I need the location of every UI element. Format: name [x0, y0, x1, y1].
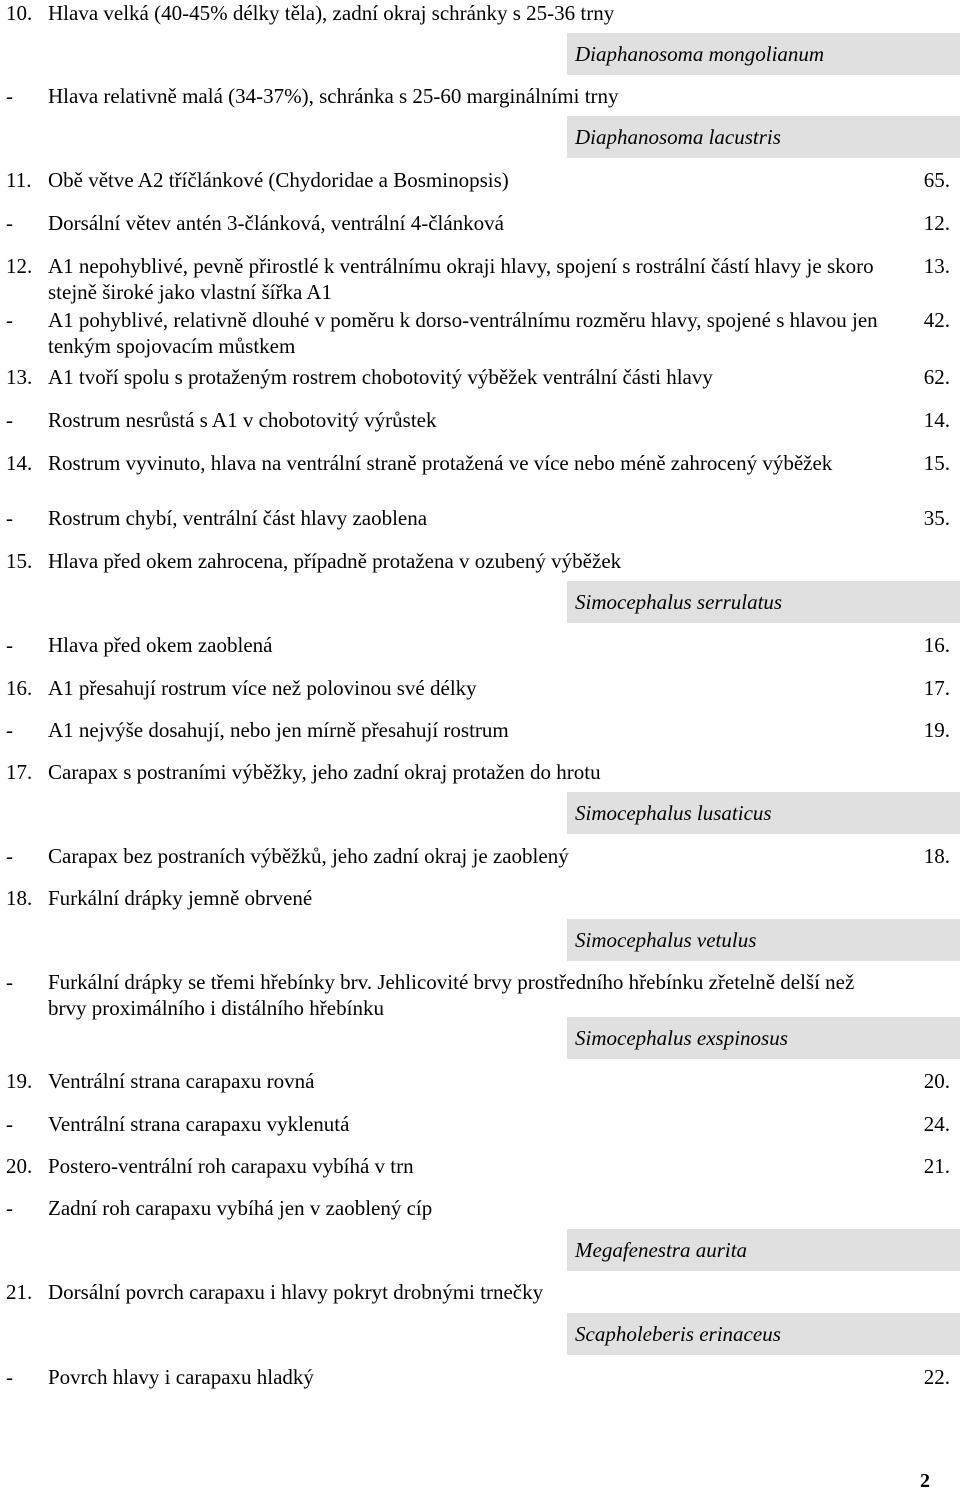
entry-text: A1 tvoří spolu s protaženým rostrem chobotovitý výběžek ventrální části hlavy [48, 365, 713, 389]
entry-lead: 14. [923, 408, 950, 432]
species-box: Megafenestra aurita [567, 1229, 960, 1271]
entry-number: - [6, 1365, 13, 1389]
entry-text: Povrch hlavy i carapaxu hladký [48, 1365, 314, 1389]
entry-number: 19. [6, 1069, 33, 1093]
entry-lead: 19. [923, 718, 950, 742]
species-box: Simocephalus vetulus [567, 919, 960, 961]
entry-lead: 22. [923, 1365, 950, 1389]
entry-lead: 18. [923, 844, 950, 868]
entry-text: Ventrální strana carapaxu rovná [48, 1069, 315, 1093]
entry-text: A1 pohyblivé, relativně dlouhé v poměru k dorso-ventrálnímu rozměru hlavy, spojené s hlavou jen tenkým spojovacím můstkem [48, 308, 878, 358]
entry-number: 21. [6, 1280, 33, 1304]
entry-lead: 24. [923, 1112, 950, 1136]
entry-number: - [6, 408, 13, 432]
entry-text: Furkální drápky jemně obrvené [48, 886, 313, 910]
entry-text: Dorsální větev antén 3-článková, ventrální 4-článková [48, 211, 504, 235]
entry-text: A1 nejvýše dosahují, nebo jen mírně přesahují rostrum [48, 718, 509, 742]
species-box: Simocephalus serrulatus [567, 581, 960, 623]
entry-text: Hlava před okem zaoblená [48, 633, 273, 657]
entry-number: 10. [6, 1, 33, 25]
entry-number: 18. [6, 886, 33, 910]
species-box: Scapholeberis erinaceus [567, 1313, 960, 1355]
entry-number: 17. [6, 760, 33, 784]
entry-number: 12. [6, 254, 33, 278]
entry-text: Zadní roh carapaxu vybíhá jen v zaoblený cíp [48, 1196, 433, 1220]
entry-number: - [6, 970, 13, 994]
entry-text: Ventrální strana carapaxu vyklenutá [48, 1112, 350, 1136]
entry-number: 13. [6, 365, 33, 389]
entry-text: Hlava relativně malá (34-37%), schránka s 25-60 marginálními trny [48, 84, 619, 108]
entry-number: - [6, 506, 13, 530]
entry-number: 15. [6, 549, 33, 573]
entry-number: - [6, 1112, 13, 1136]
entry-text: Carapax s postraními výběžky, jeho zadní okraj protažen do hrotu [48, 760, 601, 784]
entry-lead: 62. [923, 365, 950, 389]
entry-lead: 20. [923, 1069, 950, 1093]
entry-text: A1 přesahují rostrum více než polovinou své délky [48, 676, 477, 700]
entry-text: Hlava před okem zahrocena, případně protažena v ozubený výběžek [48, 549, 622, 573]
page-number: 2 [920, 1470, 930, 1492]
species-box: Diaphanosoma mongolianum [567, 33, 960, 75]
species-box: Diaphanosoma lacustris [567, 116, 960, 158]
entry-text: Dorsální povrch carapaxu i hlavy pokryt drobnými trnečky [48, 1280, 544, 1304]
entry-text: Hlava velká (40-45% délky těla), zadní okraj schránky s 25-36 trny [48, 1, 615, 25]
entry-lead: 13. [923, 254, 950, 278]
entry-text: Rostrum chybí, ventrální část hlavy zaoblena [48, 506, 428, 530]
entry-number: - [6, 308, 13, 332]
entry-number: - [6, 1196, 13, 1220]
entry-lead: 42. [923, 308, 950, 332]
entry-number: - [6, 84, 13, 108]
entry-number: - [6, 844, 13, 868]
entry-lead: 16. [923, 633, 950, 657]
species-box: Simocephalus lusaticus [567, 792, 960, 834]
entry-lead: 35. [923, 506, 950, 530]
entry-lead: 65. [923, 168, 950, 192]
entry-text: Furkální drápky se třemi hřebínky brv. Jehlicovité brvy prostředního hřebínku zřetelně delší než brvy proximálního i distálního hřebínku [48, 970, 855, 1020]
entry-text: Carapax bez postraních výběžků, jeho zadní okraj je zaoblený [48, 844, 569, 868]
entry-lead: 21. [923, 1154, 950, 1178]
entry-number: - [6, 718, 13, 742]
entry-number: 20. [6, 1154, 33, 1178]
entry-text: A1 nepohyblivé, pevně přirostlé k ventrálnímu okraji hlavy, spojení s rostrální částí hlavy je skoro stejně široké jako vlastní šířka A1 [48, 254, 874, 304]
entry-number: 14. [6, 451, 33, 475]
entry-lead: 17. [923, 676, 950, 700]
entry-number: - [6, 633, 13, 657]
entry-text: Obě větve A2 tříčlánkové (Chydoridae a Bosminopsis) [48, 168, 509, 192]
entry-lead: 12. [923, 211, 950, 235]
entry-text: Postero-ventrální roh carapaxu vybíhá v trn [48, 1154, 414, 1178]
entry-number: - [6, 211, 13, 235]
entry-lead: 15. [923, 451, 950, 475]
species-box: Simocephalus exspinosus [567, 1017, 960, 1059]
entry-number: 16. [6, 676, 33, 700]
entry-text: Rostrum nesrůstá s A1 v chobotovitý výrůstek [48, 408, 437, 432]
entry-text: Rostrum vyvinuto, hlava na ventrální straně protažená ve více nebo méně zahrocený výběžek [48, 451, 833, 475]
entry-number: 11. [6, 168, 32, 192]
